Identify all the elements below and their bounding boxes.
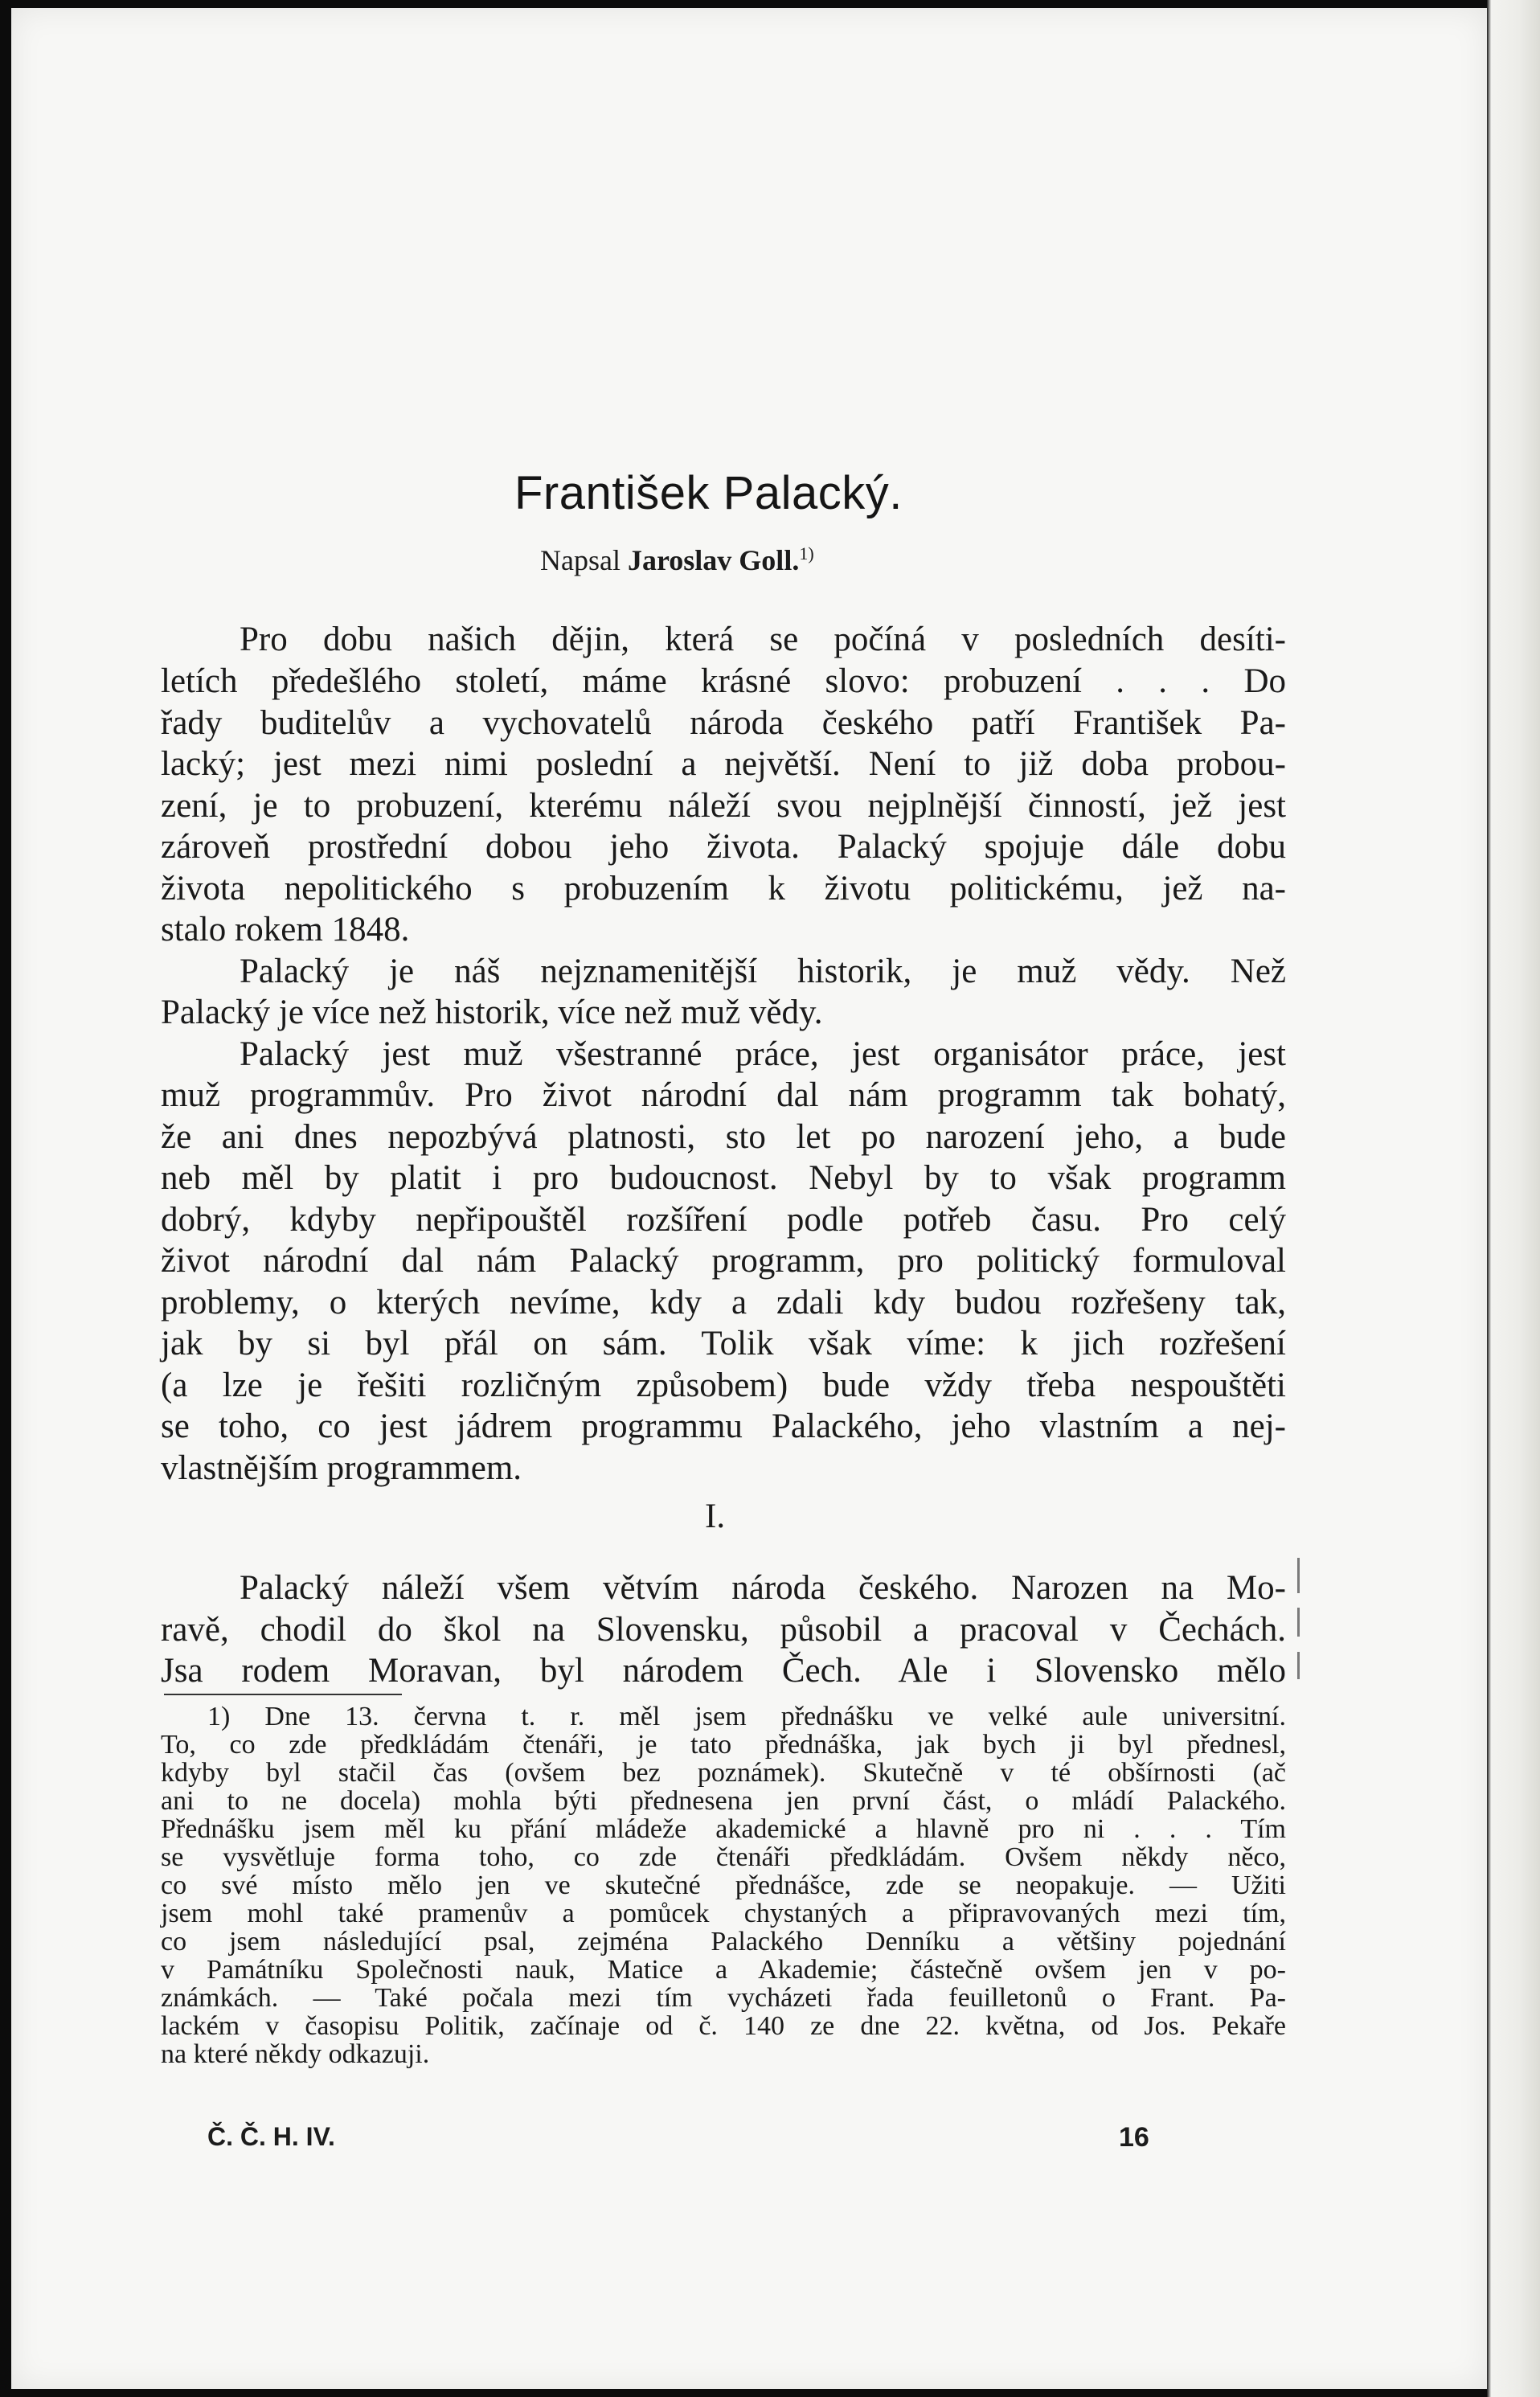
section-line: Jsa rodem Moravan, byl národem Čech. Ale i Slovensko mělo [161,1652,1286,1690]
footnote-line: 1) Dne 13. června t. r. měl jsem přednášku ve velké aule universitní. [207,1702,1286,1731]
body-line: lacký; jest mezi nimi poslední a největší. Není to již doba probou- [161,745,1286,783]
body-line: že ani dnes nepozbývá platnosti, sto let po narození jeho, a bude [161,1118,1286,1156]
footnote-line: lackém v časopisu Politik, začínaje od č. 140 ze dne 22. května, od Jos. Pekaře [161,2011,1286,2041]
body-line: řady buditelův a vychovatelů národa českého patří František Pa- [161,704,1286,742]
byline-note-mark: 1) [799,543,814,563]
body-line: Palacký je náš nejznamenitější historik, je muž vědy. Než [240,953,1286,990]
section-heading-number: I. [705,1498,726,1535]
body-line: dobrý, kdyby nepřipouštěl rozšíření podle potřeb času. Pro celý [161,1201,1286,1239]
body-line: neb měl by platit i pro budoucnost. Nebyl by to však programm [161,1159,1286,1197]
body-line: zároveň prostřední dobou jeho života. Palacký spojuje dále dobu [161,828,1286,866]
body-line: život národní dal nám Palacký programm, pro politický formuloval [161,1242,1286,1280]
footnote-line: v Památníku Společnosti nauk, Matice a Akademie; částečně ovšem jen v po- [161,1955,1286,1985]
footnote-line: kdyby byl stačil čas (ovšem bez poznámek). Skutečně v té obšírnosti (ač [161,1758,1286,1788]
body-line: (a lze je řešiti rozličným způsobem) bude vždy třeba nespouštěti [161,1366,1286,1404]
byline [540,543,814,577]
footnote-line: To, co zde předkládám čtenáři, je tato přednáška, jak bych ji byl přednesl, [161,1730,1286,1760]
body-line: vlastnějším programmem. [161,1449,522,1487]
body-line: problemy, o kterých nevíme, kdy a zdali kdy budou rozřešeny tak, [161,1284,1286,1321]
article-title: František Palacký. [514,467,903,519]
footnote-line: co jsem následující psal, zejména Palackého Denníku a většiny pojednání [161,1927,1286,1957]
footnote-line: co své místo mělo jen ve skutečné přednášce, zde se neopakuje. — Užiti [161,1870,1286,1900]
footnote-line: se vysvětluje forma toho, co zde čtenáři předkládám. Ovšem někdy něco, [161,1842,1286,1872]
body-line: muž programmův. Pro život národní dal nám programm tak bohatý, [161,1076,1286,1114]
body-line: stalo rokem 1848. [161,911,410,949]
body-line: zení, je to probuzení, kterému náleží svou nejplnější činností, jež jest [161,787,1286,825]
body-line: jak by si byl přál on sám. Tolik však víme: k jich rozřešení [161,1325,1286,1362]
footnote-line: ani to ne docela) mohla býti přednesena jen první část, o mládí Palackého. [161,1786,1286,1816]
body-line: Palacký jest muž všestranné práce, jest organisátor práce, jest [240,1035,1286,1073]
margin-mark [1297,1608,1300,1637]
body-line: se toho, co jest jádrem programmu Palackého, jeho vlastním a nej- [161,1407,1286,1445]
section-line: ravě, chodil do škol na Slovensku, působil a pracoval v Čechách. [161,1611,1286,1649]
body-line: Pro dobu našich dějin, která se počíná v posledních desíti- [240,621,1286,658]
margin-mark [1297,1558,1300,1593]
byline-prefix: Napsal [540,544,621,576]
footnote-line: známkách. — Také počala mezi tím vycházeti řada feuilletonů o Frant. Pa- [161,1983,1286,2013]
footnote-rule [164,1694,402,1695]
body-line: Palacký je více než historik, více než muž vědy. [161,994,823,1031]
body-line: letích předešlého století, máme krásné slovo: probuzení . . . Do [161,662,1286,700]
footnote-line: Přednášku jsem měl ku přání mládeže akademické a hlavně pro ni . . . Tím [161,1814,1286,1844]
footnote-line: na které někdy odkazuji. [161,2039,430,2069]
page-edge-scan-strip [1487,0,1540,2397]
margin-mark [1297,1652,1300,1679]
byline-author: Jaroslav Goll. [627,544,800,576]
page-number: 16 [1119,2122,1149,2153]
section-line: Palacký náleží všem větvím národa českého. Narozen na Mo- [240,1569,1286,1607]
journal-signature: Č. Č. H. IV. [207,2122,335,2151]
footnote-line: jsem mohl také pramenův a pomůcek chystaných a připravovaných mezi tím, [161,1899,1286,1928]
body-line: života nepolitického s probuzením k životu politickému, jež na- [161,870,1286,908]
